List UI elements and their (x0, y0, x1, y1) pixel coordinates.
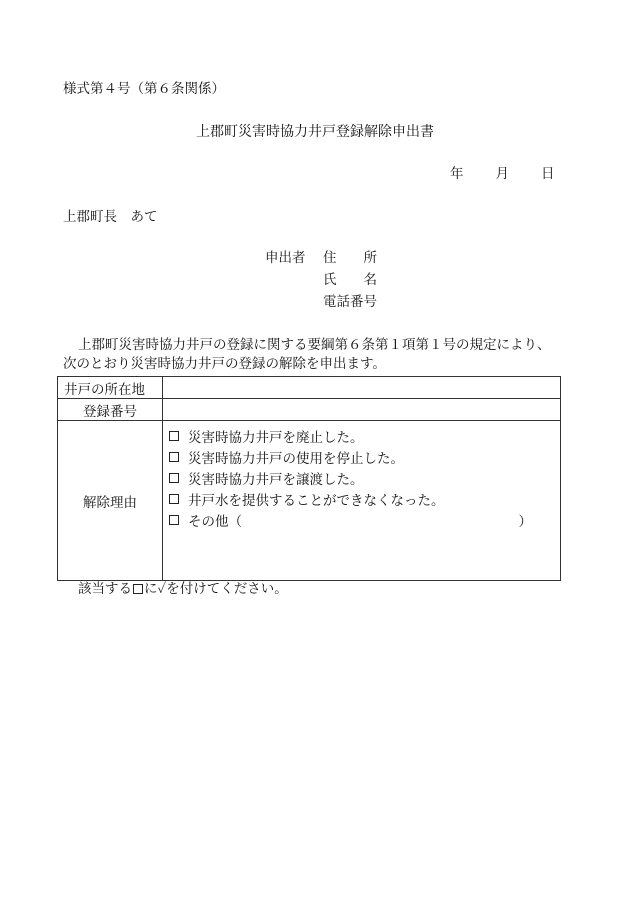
checkbox-icon[interactable] (169, 494, 179, 504)
checkbox-icon[interactable] (169, 431, 179, 441)
date-day: 日 (541, 166, 555, 182)
reason-text: 災害時協力井戸を廃止した。 (188, 429, 364, 446)
footnote (78, 583, 288, 597)
reason-option-stopped[interactable] (169, 446, 560, 467)
form-number: 様式第４号（第６条関係） (63, 81, 225, 97)
table-row-registration (58, 399, 561, 421)
applicant-phone-label: 電話番号 (323, 294, 377, 310)
checkbox-icon[interactable] (169, 473, 179, 483)
reason-option-transferred[interactable] (169, 467, 560, 488)
reason-option-abolished[interactable] (169, 425, 560, 446)
location-label: 井戸の所在地 (58, 377, 163, 399)
application-table (57, 376, 561, 581)
date-line (450, 168, 555, 182)
footnote-after: に✓を付けてください。 (144, 581, 288, 597)
applicant-name-label: 氏 名 (323, 272, 377, 288)
location-field[interactable] (163, 377, 561, 399)
applicant-label: 申出者 (265, 250, 306, 266)
reason-other-close: ） (518, 513, 532, 530)
checkbox-icon[interactable] (169, 452, 179, 462)
reason-option-cannot-provide[interactable] (169, 488, 560, 509)
reason-text: 災害時協力井戸の使用を停止した。 (188, 450, 404, 467)
addressee: 上郡町長 あて (63, 209, 158, 225)
body-text-line-1: 上郡町災害時協力井戸の登録に関する要綱第６条第１項第１号の規定により、 (78, 337, 551, 353)
registration-number-label: 登録番号 (58, 399, 163, 421)
checkbox-icon[interactable] (169, 515, 179, 525)
reason-label: 解除理由 (58, 421, 163, 581)
reason-options (163, 421, 561, 581)
table-row-reason (58, 421, 561, 581)
registration-number-field[interactable] (163, 399, 561, 421)
table-row-location (58, 377, 561, 399)
body-text-line-2: 次のとおり災害時協力井戸の登録の解除を申出ます。 (63, 356, 386, 372)
footnote-before: 該当する (78, 581, 132, 597)
date-year: 年 (450, 166, 464, 182)
applicant-address-label: 住 所 (323, 250, 377, 266)
reason-text: 災害時協力井戸を譲渡した。 (188, 471, 364, 488)
checkbox-icon (133, 584, 143, 594)
reason-other-open: その他（ (188, 513, 242, 530)
reason-option-other[interactable] (169, 509, 560, 530)
document-title: 上郡町災害時協力井戸登録解除申出書 (196, 124, 434, 140)
reason-text: 井戸水を提供することができなくなった。 (188, 492, 445, 509)
date-month: 月 (495, 166, 509, 182)
